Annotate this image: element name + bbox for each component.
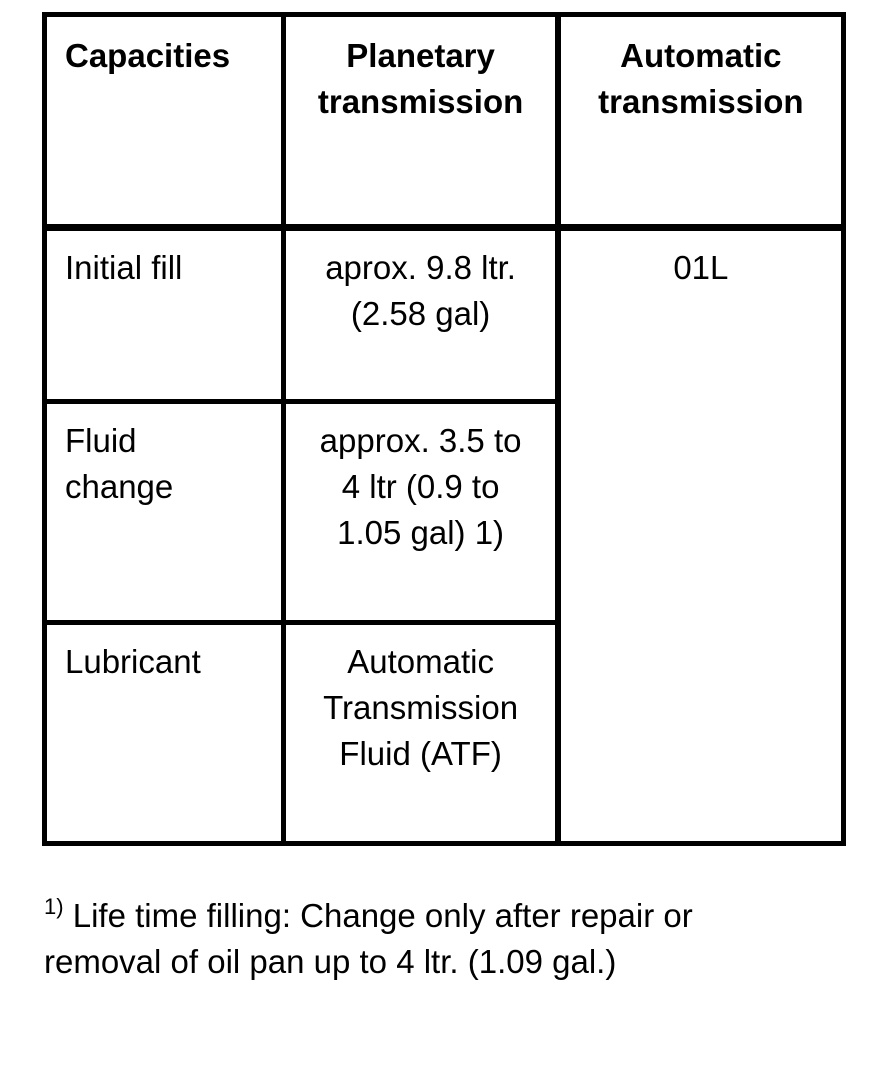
footnote-marker: 1) — [44, 894, 64, 919]
footnote-text: Life time filling: Change only after repair or removal of oil pan up to 4 ltr. (1.09 gal.) — [44, 897, 693, 980]
table-header-row — [45, 15, 844, 228]
table-row — [45, 227, 844, 402]
row-label-initial-fill: Initial fill — [45, 227, 284, 402]
planetary-lubricant-value: Automatic Transmission Fluid (ATF) — [284, 623, 558, 844]
header-capacities: Capacities — [45, 15, 284, 228]
header-planetary-transmission: Planetary transmission — [284, 15, 558, 228]
footnote — [44, 893, 864, 985]
planetary-initial-fill-value: aprox. 9.8 ltr. (2.58 gal) — [284, 227, 558, 402]
row-label-lubricant: Lubricant — [45, 623, 284, 844]
header-automatic-transmission: Automatic transmission — [558, 15, 844, 228]
row-label-fluid-change: Fluid change — [45, 402, 284, 623]
planetary-fluid-change-value: approx. 3.5 to 4 ltr (0.9 to 1.05 gal) 1) — [284, 402, 558, 623]
capacities-table — [42, 12, 846, 846]
automatic-transmission-value: 01L — [558, 227, 844, 843]
